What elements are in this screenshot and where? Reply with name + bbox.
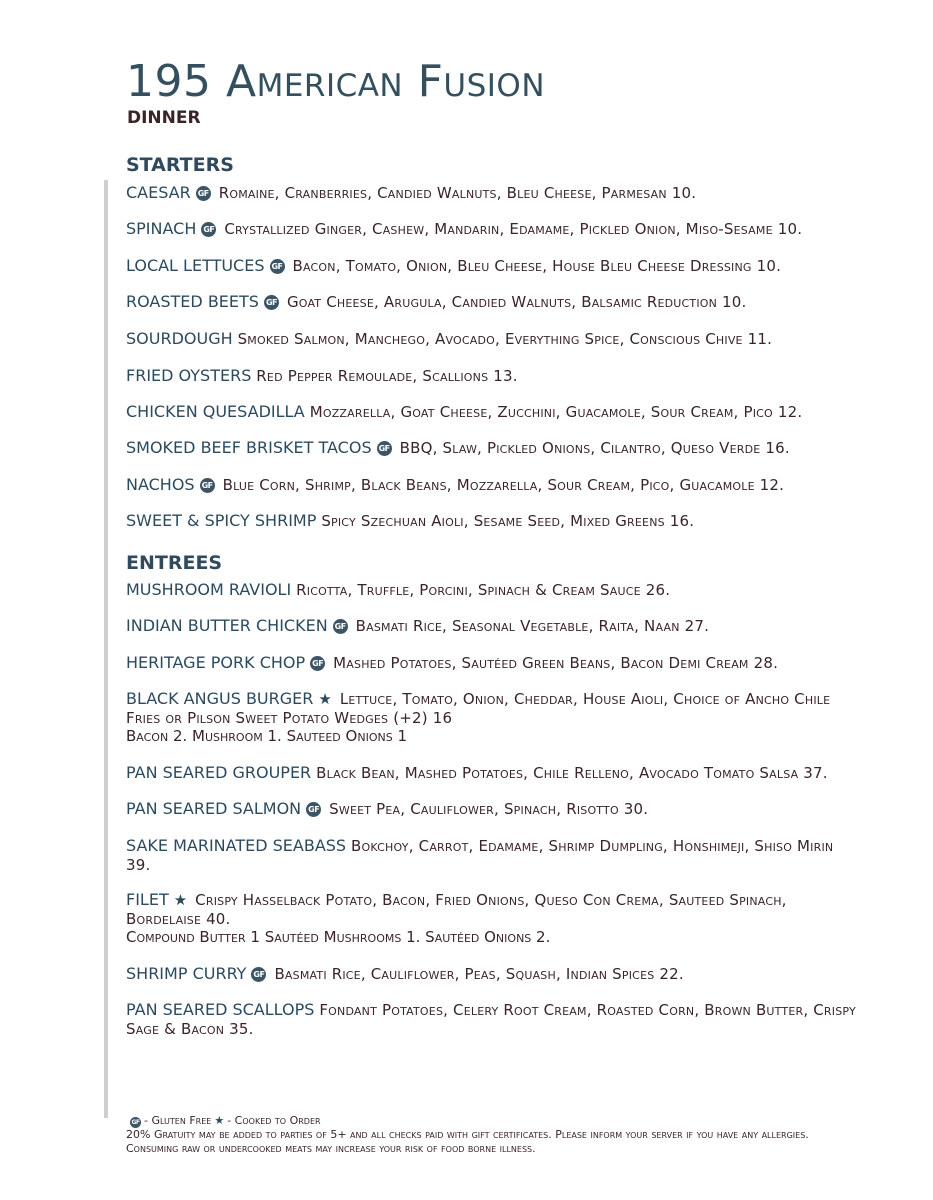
item-description: Bokchoy, Carrot, Edamame, Shrimp Dumpling, Honshimeji, Shiso Mirin 39. [126,837,834,874]
menu-title: 195 American Fusion [126,56,546,107]
menu-item-sweet-spicy-shrimp [126,512,861,531]
menu-item-heritage-pork-chop [126,654,861,673]
item-description: Sweet Pea, Cauliflower, Spinach, Risotto 30. [329,800,649,818]
gluten-free-icon: GF [200,478,215,493]
cooked-to-order-legend: - Cooked to Order [227,1114,321,1127]
item-description: Ricotta, Truffle, Porcini, Spinach & Cream Sauce 26. [296,581,671,599]
star-icon: ★ [214,1114,225,1127]
item-name: BLACK ANGUS BURGER [126,689,314,708]
item-name: CAESAR [126,183,191,202]
item-name: SAKE MARINATED SEABASS [126,836,347,855]
item-name: CHICKEN QUESADILLA [126,402,305,421]
item-name: FRIED OYSTERS [126,366,252,385]
item-name: PAN SEARED GROUPER [126,763,312,782]
item-name: SMOKED BEEF BRISKET TACOS [126,438,372,457]
menu-item-black-angus-burger [126,690,861,746]
section-heading-starters: STARTERS [126,154,234,176]
gluten-free-icon: GF [201,222,216,237]
item-description: Basmati Rice, Cauliflower, Peas, Squash, Indian Spices 22. [274,965,684,983]
item-add-ons: Compound Butter 1 Sautéed Mushrooms 1. Sautéed Onions 2. [126,928,551,946]
item-name: PAN SEARED SALMON [126,799,302,818]
item-name: FILET [126,890,169,909]
gluten-free-icon: GF [264,295,279,310]
item-description: Black Bean, Mashed Potatoes, Chile Relleno, Avocado Tomato Salsa 37. [316,764,828,782]
gratuity-notice: 20% Gratuity may be added to parties of 5+ and all checks paid with gift certificates. Please inform your server if you have any allergies. Consuming raw or undercooked meats may increase your risk of food borne illness. [126,1128,809,1155]
item-description: Lettuce, Tomato, Onion, Cheddar, House Aioli, Choice of Ancho Chile Fries or Pilson Sweet Potato Wedges (+2) 16 [126,690,831,727]
item-name: SWEET & SPICY SHRIMP [126,511,317,530]
vertical-rule [104,180,108,1118]
menu-item-pan-seared-grouper [126,764,861,783]
item-description: Spicy Szechuan Aioli, Sesame Seed, Mixed Greens 16. [321,512,695,530]
menu-item-indian-butter-chicken [126,617,861,636]
menu-item-pan-seared-salmon [126,800,861,819]
legend [126,1114,846,1128]
item-description: BBQ, Slaw, Pickled Onions, Cilantro, Queso Verde 16. [399,439,790,457]
item-name: MUSHROOM RAVIOLI [126,580,292,599]
gluten-free-icon: GF [196,186,211,201]
item-name: SHRIMP CURRY [126,964,247,983]
item-description: Fondant Potatoes, Celery Root Cream, Roasted Corn, Brown Butter, Crispy Sage & Bacon 35. [126,1001,856,1038]
gluten-free-legend: - Gluten Free [144,1114,212,1127]
menu-item-sake-seabass [126,837,861,874]
gluten-free-icon: GF [310,656,325,671]
menu-item-shrimp-curry [126,965,861,984]
item-name: HERITAGE PORK CHOP [126,653,306,672]
item-name: INDIAN BUTTER CHICKEN [126,616,328,635]
item-description: Crystallized Ginger, Cashew, Mandarin, Edamame, Pickled Onion, Miso-Sesame 10. [224,220,803,238]
item-name: SOURDOUGH [126,329,233,348]
menu-item-mushroom-ravioli [126,581,861,600]
star-icon: ★ [318,690,332,708]
item-description: Mozzarella, Goat Cheese, Zucchini, Guacamole, Sour Cream, Pico 12. [309,403,803,421]
menu-item-filet [126,891,861,947]
item-description: Red Pepper Remoulade, Scallions 13. [256,367,518,385]
item-name: SPINACH [126,219,197,238]
gluten-free-icon: GF [131,1119,140,1126]
item-name: NACHOS [126,475,195,494]
item-name: ROASTED BEETS [126,292,259,311]
item-description: Bacon, Tomato, Onion, Bleu Cheese, House Bleu Cheese Dressing 10. [292,257,782,275]
item-description: Smoked Salmon, Manchego, Avocado, Everything Spice, Conscious Chive 11. [237,330,773,348]
gluten-free-icon: GF [333,619,348,634]
item-description: Goat Cheese, Arugula, Candied Walnuts, Balsamic Reduction 10. [286,293,747,311]
item-description: Romaine, Cranberries, Candied Walnuts, Bleu Cheese, Parmesan 10. [218,184,697,202]
star-icon: ★ [173,891,188,909]
item-name: PAN SEARED SCALLOPS [126,1000,315,1019]
gluten-free-icon: GF [270,259,285,274]
menu-item-nachos [126,476,861,495]
menu-subtitle: DINNER [127,108,201,128]
section-heading-entrees: ENTREES [126,552,223,574]
menu-item-roasted-beets [126,293,861,312]
item-name: LOCAL LETTUCES [126,256,265,275]
menu-item-spinach [126,220,861,239]
menu-item-pan-seared-scallops [126,1001,861,1038]
menu-item-fried-oysters [126,367,861,386]
gluten-free-icon: GF [306,802,321,817]
item-description: Mashed Potatoes, Sautéed Green Beans, Bacon Demi Cream 28. [333,654,779,672]
footer [126,1114,846,1156]
item-description: Basmati Rice, Seasonal Vegetable, Raita, Naan 27. [355,617,710,635]
menu-item-brisket-tacos [126,439,861,458]
gluten-free-icon: GF [251,967,266,982]
gluten-free-icon: GF [377,441,392,456]
item-description: Blue Corn, Shrimp, Black Beans, Mozzarella, Sour Cream, Pico, Guacamole 12. [222,476,785,494]
menu-item-local-lettuces [126,257,861,276]
menu-item-caesar [126,184,861,203]
menu-item-sourdough [126,330,861,349]
item-description: Crispy Hasselback Potato, Bacon, Fried Onions, Queso Con Crema, Sauteed Spinach, Bordelaise 40. [126,891,787,928]
menu-item-chicken-quesadilla [126,403,861,422]
item-add-ons: Bacon 2. Mushroom 1. Sauteed Onions 1 [126,727,407,745]
